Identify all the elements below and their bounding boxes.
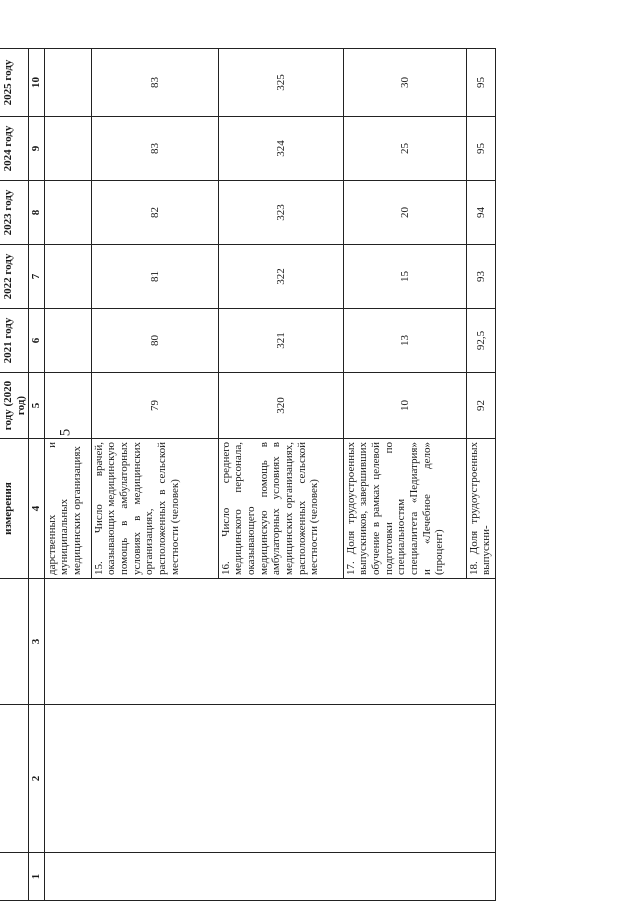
indicator-value <box>44 373 91 439</box>
header-tasks <box>0 579 29 705</box>
indicator-value: 30 <box>343 48 466 116</box>
header-year-2023: 2023 году <box>0 181 29 245</box>
indicator-value <box>44 117 91 181</box>
indicator-value: 79 <box>91 373 218 439</box>
cell-goals <box>44 705 495 853</box>
document-table-container <box>0 49 493 901</box>
column-number: 5 <box>29 373 45 439</box>
indicator-value: 25 <box>343 117 466 181</box>
header-year-2024: 2024 году <box>0 117 29 181</box>
indicator-value: 321 <box>218 309 343 373</box>
indicator-value: 10 <box>343 373 466 439</box>
indicator-name: 17. Доля трудоустроенных выпускников, завершивших обучение в рамках целевой подготовки по специальностям специалитета «Педиатрия» и «Лечебное дело» (процент) <box>343 439 466 579</box>
indicator-value: 15 <box>343 245 466 309</box>
header-name-unit: измерения <box>0 439 29 579</box>
column-number: 7 <box>29 245 45 309</box>
indicator-value <box>44 245 91 309</box>
header-year-2020: году (2020 год) <box>0 373 29 439</box>
indicator-value: 94 <box>466 181 495 245</box>
column-number: 2 <box>29 705 45 853</box>
indicator-value: 323 <box>218 181 343 245</box>
header-no <box>0 853 29 901</box>
indicator-value: 95 <box>466 117 495 181</box>
indicator-value: 93 <box>466 245 495 309</box>
indicator-name: дарственных и муниципальных медицинских организациях <box>44 439 91 579</box>
indicator-value: 325 <box>218 48 343 116</box>
indicator-value: 13 <box>343 309 466 373</box>
cell-tasks <box>44 579 495 705</box>
indicator-name: 16. Число среднего медицинского персонала, оказывающего медицинскую помощь в амбулаторных условиях в медицинских организациях, расположенных сельской местности (человек) <box>218 439 343 579</box>
table-row <box>44 48 91 900</box>
indicator-value: 92,5 <box>466 309 495 373</box>
header-goals <box>0 705 29 853</box>
page-number: 5 <box>57 428 74 437</box>
indicator-value <box>44 48 91 116</box>
column-number-row <box>29 48 45 900</box>
column-number: 3 <box>29 579 45 705</box>
column-number: 9 <box>29 117 45 181</box>
indicator-value <box>44 181 91 245</box>
target-indicators-table <box>0 48 496 901</box>
column-number: 4 <box>29 439 45 579</box>
indicator-value: 320 <box>218 373 343 439</box>
header-year-2022: 2022 году <box>0 245 29 309</box>
indicator-name: 18. Доля трудоустроенных выпускни- <box>466 439 495 579</box>
indicator-value: 80 <box>91 309 218 373</box>
cell-no <box>44 853 495 901</box>
indicator-value: 324 <box>218 117 343 181</box>
column-number: 10 <box>29 48 45 116</box>
indicator-value: 322 <box>218 245 343 309</box>
indicator-value: 83 <box>91 48 218 116</box>
indicator-value: 95 <box>466 48 495 116</box>
column-number: 1 <box>29 853 45 901</box>
indicator-value: 81 <box>91 245 218 309</box>
indicator-value: 92 <box>466 373 495 439</box>
column-number: 8 <box>29 181 45 245</box>
indicator-value: 83 <box>91 117 218 181</box>
indicator-value <box>44 309 91 373</box>
indicator-value: 20 <box>343 181 466 245</box>
column-number: 6 <box>29 309 45 373</box>
indicator-value: 82 <box>91 181 218 245</box>
indicator-name: 15. Число врачей, оказывающих медицинскую помощь в амбулаторных условиях в медицинских организациях, расположенных в сельской местности (человек) <box>91 439 218 579</box>
header-year-2025: 2025 году <box>0 48 29 116</box>
header-year-2021: 2021 году <box>0 309 29 373</box>
